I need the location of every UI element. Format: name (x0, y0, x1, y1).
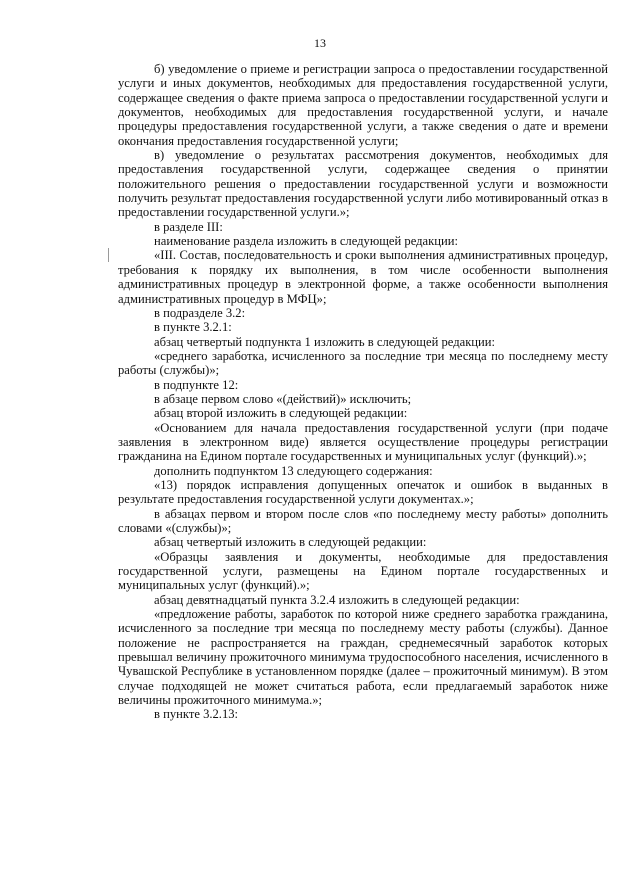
paragraph-average-earnings: «среднего заработка, исчисленного за последние три месяца по последнему месту работы (службы)»; (118, 348, 608, 378)
paragraph-subclause-12: в подпункте 12: (154, 377, 239, 392)
paragraph-work-offer: «предложение работы, заработок по которой ниже среднего заработка гражданина, исчисленного за последние три месяца по последнему месту работы (службы). Данное положение не распространяется на граждан, среднемесячный заработок которых превышал величину прожиточного минимума трудоспособного населения, исчисленного в Чувашской Республике в установленном порядке (далее – прожиточный минимум). В этом случае подходящей не может считаться работа, если предлагаемый заработок ниже величины прожиточного минимума.»; (118, 607, 608, 708)
document-body (118, 62, 608, 722)
paragraph-subsection-3-2: в подразделе 3.2: (154, 305, 246, 320)
paragraph-notice-results: в) уведомление о результатах рассмотрения документов, необходимых для предоставления государственной услуги, содержащее сведения о принятии положительного решения о предоставлении государственной услуги и возможности получить результат предоставления государственной услуги либо мотивированный отказ в предоставлении государственной услуги.»; (118, 148, 608, 220)
paragraph-section-3: в разделе III: (154, 219, 223, 234)
paragraph-clause-3-2-4-instruction: абзац девятнадцатый пункта 3.2.4 изложить в следующей редакции: (154, 592, 520, 607)
paragraph-notice-receipt: б) уведомление о приеме и регистрации запроса о предоставлении государственной услуги и иных документов, необходимых для предоставления государственной услуги, содержащее сведения о факте приема запроса о предоставлении государственной услуги и документов, необходимых для предоставления государственной услуги, и начале процедуры предоставления государственной услуги, а также сведения о дате и времени окончания предоставления государственной услуги; (118, 62, 608, 148)
paragraph-section-title-instruction: наименование раздела изложить в следующей редакции: (154, 234, 458, 249)
paragraph-fourth-abzac-edit: абзац четвертый изложить в следующей редакции: (154, 535, 427, 550)
scan-artifact (108, 248, 109, 262)
paragraph-registration-basis: «Основанием для начала предоставления государственной услуги (при подаче заявления в электронном виде) является осуществление процедуры регистрации гражданина на Едином портале государственных и муниципальных услуг (функций).»; (118, 420, 608, 464)
page-number: 13 (314, 36, 326, 50)
paragraph-fourth-abzac-instruction: абзац четвертый подпункта 1 изложить в следующей редакции: (154, 334, 496, 349)
paragraph-add-words-service: в абзацах первом и втором после слов «по последнему месту работы» дополнить словами «(службы)»; (118, 506, 608, 535)
paragraph-forms-portal: «Образцы заявления и документы, необходимые для предоставления государственной услуги, размещены на Едином портале государственных и муниципальных услуг (функций).»; (118, 549, 608, 593)
paragraph-clause-3-2-1: в пункте 3.2.1: (154, 320, 232, 335)
paragraph-exclude-word: в абзаце первом слово «(действий)» исключить; (154, 391, 412, 406)
paragraph-add-subclause-13: дополнить подпунктом 13 следующего содержания: (154, 463, 433, 478)
paragraph-section-title-text: «III. Состав, последовательность и сроки выполнения административных процедур, требования к порядку их выполнения, в том числе особенности выполнения административных процедур в электронной форме, а также особенности выполнения административных процедур в МФЦ»; (118, 248, 608, 306)
paragraph-subclause-13-text: «13) порядок исправления допущенных опечаток и ошибок в выданных в результате предоставления государственной услуги документах.»; (118, 477, 608, 507)
paragraph-clause-3-2-13: в пункте 3.2.13: (154, 707, 239, 722)
paragraph-second-abzac-instruction: абзац второй изложить в следующей редакции: (154, 406, 408, 421)
